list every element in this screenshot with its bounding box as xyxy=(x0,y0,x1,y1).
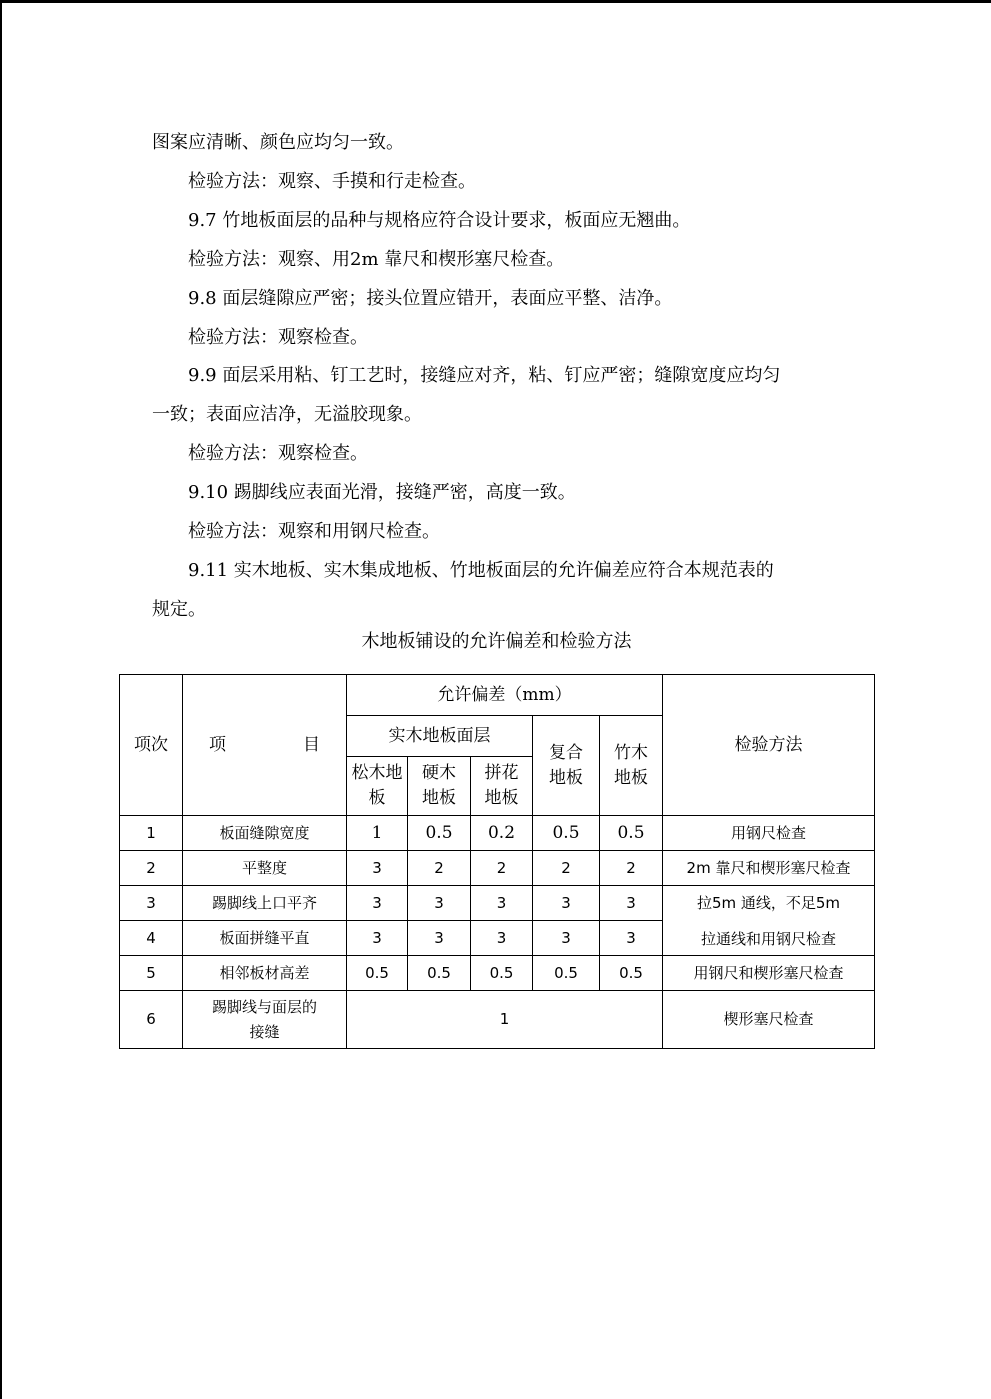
paragraph-line: 检验方法：观察检查。 xyxy=(188,443,368,464)
cell-method: 用钢尺检查 xyxy=(663,816,875,851)
tolerance-table xyxy=(119,674,875,1049)
paragraph-line: 9.10 踢脚线应表面光滑，接缝严密，高度一致。 xyxy=(188,482,576,503)
paragraph-line: 9.7 竹地板面层的品种与规格应符合设计要求，板面应无翘曲。 xyxy=(188,210,691,231)
table-row xyxy=(120,956,875,991)
cell-no: 2 xyxy=(120,851,183,886)
header-index: 项次 xyxy=(120,675,183,816)
page-border-left xyxy=(0,0,2,1399)
paragraph-line: 9.9 面层采用粘、钉工艺时，接缝应对齐，粘、钉应严密；缝隙宽度应均匀 xyxy=(188,365,781,386)
page-border-top xyxy=(0,0,991,3)
header-tolerance: 允许偏差（mm） xyxy=(347,675,663,716)
table-row xyxy=(120,816,875,851)
method-line: 拉通线和用钢尺检查 xyxy=(701,929,837,948)
header-item xyxy=(183,675,347,816)
paragraph-line: 一致；表面应洁净，无溢胶现象。 xyxy=(152,404,422,425)
table-row xyxy=(120,886,875,921)
table-row xyxy=(120,851,875,886)
cell-no: 3 xyxy=(120,886,183,921)
cell-method: 2m 靠尺和楔形塞尺检查 xyxy=(663,851,875,886)
item-line: 踢脚线与面层的 xyxy=(211,997,317,1016)
cell-hardwood: 3 xyxy=(408,921,471,956)
cell-hardwood: 2 xyxy=(408,851,471,886)
cell-item xyxy=(183,991,347,1049)
paragraph-line: 图案应清晰、颜色应均匀一致。 xyxy=(152,132,404,153)
cell-no: 6 xyxy=(120,991,183,1049)
cell-hardwood: 0.5 xyxy=(408,816,471,851)
header-bamboo: 竹木地板 xyxy=(600,716,663,816)
header-method: 检验方法 xyxy=(663,675,875,816)
cell-item: 板面拼缝平直 xyxy=(183,921,347,956)
paragraph-line: 检验方法：观察、用2m 靠尺和楔形塞尺检查。 xyxy=(188,249,565,270)
cell-pine: 1 xyxy=(347,816,408,851)
paragraph-line: 规定。 xyxy=(152,599,206,620)
cell-pine: 3 xyxy=(347,921,408,956)
cell-parquet: 2 xyxy=(471,851,533,886)
cell-pine: 3 xyxy=(347,851,408,886)
cell-pine: 3 xyxy=(347,886,408,921)
cell-hardwood: 0.5 xyxy=(408,956,471,991)
table-row xyxy=(120,991,875,1049)
cell-bamboo: 3 xyxy=(600,921,663,956)
cell-merged-value: 1 xyxy=(347,991,663,1049)
header-item-right: 目 xyxy=(303,734,320,755)
header-composite: 复合地板 xyxy=(533,716,600,816)
cell-bamboo: 0.5 xyxy=(600,816,663,851)
cell-bamboo: 2 xyxy=(600,851,663,886)
cell-item: 相邻板材高差 xyxy=(183,956,347,991)
cell-parquet: 0.2 xyxy=(471,816,533,851)
cell-composite: 0.5 xyxy=(533,816,600,851)
cell-no: 1 xyxy=(120,816,183,851)
paragraph-line: 检验方法：观察、手摸和行走检查。 xyxy=(188,171,476,192)
cell-composite: 3 xyxy=(533,886,600,921)
cell-parquet: 3 xyxy=(471,921,533,956)
paragraph-line: 检验方法：观察检查。 xyxy=(188,327,368,348)
header-parquet: 拼花地板 xyxy=(471,757,533,816)
cell-bamboo: 0.5 xyxy=(600,956,663,991)
paragraph-line: 9.8 面层缝隙应严密；接头位置应错开，表面应平整、洁净。 xyxy=(188,288,673,309)
header-hardwood: 硬木地板 xyxy=(408,757,471,816)
header-item-left: 项 xyxy=(209,734,226,755)
table-caption: 木地板铺设的允许偏差和检验方法 xyxy=(361,631,632,652)
cell-no: 5 xyxy=(120,956,183,991)
cell-parquet: 3 xyxy=(471,886,533,921)
cell-composite: 3 xyxy=(533,921,600,956)
cell-method: 楔形塞尺检查 xyxy=(663,991,875,1049)
cell-composite: 0.5 xyxy=(533,956,600,991)
method-line: 拉5m 通线，不足5m xyxy=(696,893,841,912)
cell-bamboo: 3 xyxy=(600,886,663,921)
cell-parquet: 0.5 xyxy=(471,956,533,991)
paragraph-line: 9.11 实木地板、实木集成地板、竹地板面层的允许偏差应符合本规范表的 xyxy=(188,560,774,581)
cell-no: 4 xyxy=(120,921,183,956)
cell-item: 踢脚线上口平齐 xyxy=(183,886,347,921)
paragraph-line: 检验方法：观察和用钢尺检查。 xyxy=(188,521,440,542)
header-solid-group: 实木地板面层 xyxy=(347,716,533,757)
cell-item: 平整度 xyxy=(183,851,347,886)
header-pine: 松木地板 xyxy=(347,757,408,816)
cell-composite: 2 xyxy=(533,851,600,886)
cell-hardwood: 3 xyxy=(408,886,471,921)
cell-pine: 0.5 xyxy=(347,956,408,991)
cell-item: 板面缝隙宽度 xyxy=(183,816,347,851)
cell-method-merged xyxy=(663,886,875,956)
cell-method: 用钢尺和楔形塞尺检查 xyxy=(663,956,875,991)
item-line: 接缝 xyxy=(249,1022,280,1041)
